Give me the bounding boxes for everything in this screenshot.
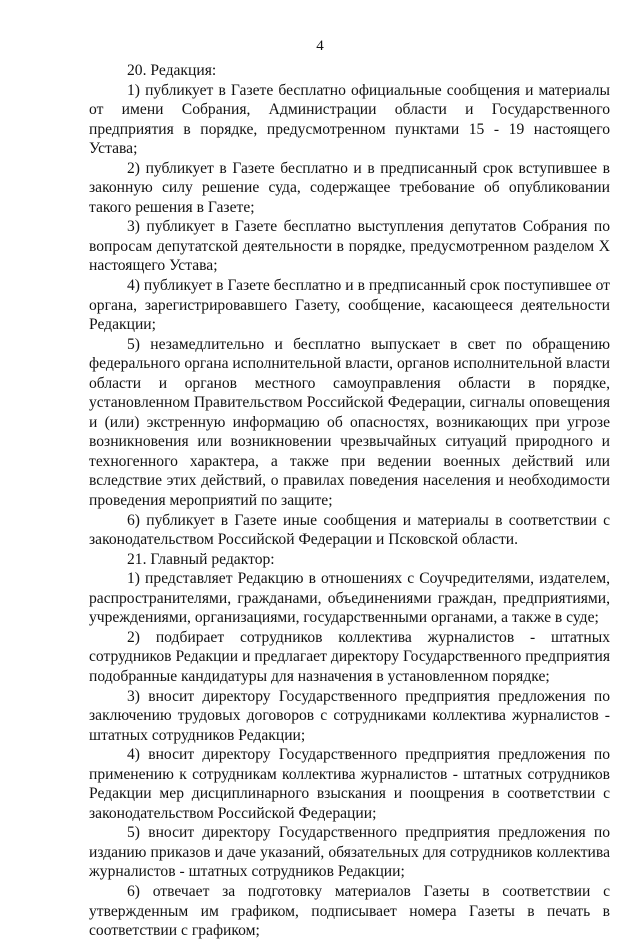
section-21-item-3: 3) вносит директору Государственного предприятия предложения по заключению трудовых договоров с сотрудниками коллектива журналистов - штатных сотрудников Редакции; xyxy=(89,687,610,744)
section-20-item-2: 2) публикует в Газете бесплатно и в предписанный срок вступившее в законную силу решение суда, содержащее требование об опубликовании такого решения в Газете; xyxy=(89,159,610,216)
document-body xyxy=(89,61,610,941)
section-20-item-3: 3) публикует в Газете бесплатно выступления депутатов Собрания по вопросам депутатской деятельности в порядке, предусмотренном разделом X настоящего Устава; xyxy=(89,218,610,275)
section-21-item-4: 4) вносит директору Государственного предприятия предложения по применению к сотрудникам коллектива журналистов - штатных сотрудников Редакции мер дисциплинарного взыскания и поощрения в соответствии с законодательством Российской Федерации; xyxy=(89,746,610,822)
section-21-item-1: 1) представляет Редакцию в отношениях с Соучредителями, издателем, распространителями, гражданами, объединениями граждан, предприятиями, учреждениями, организациями, государственными органами, а также в суде; xyxy=(89,570,610,627)
section-21-heading: 21. Главный редактор: xyxy=(127,550,275,568)
section-20-item-1: 1) публикует в Газете бесплатно официальные сообщения и материалы от имени Собрания, Администрации области и Государственного предприятия в порядке, предусмотренном пунктами 15 - 19 настоящего Устава; xyxy=(89,81,610,158)
section-20-item-6: 6) публикует в Газете иные сообщения и материалы в соответствии с законодательством Российской Федерации и Псковской области. xyxy=(89,511,610,549)
section-20-item-5: 5) незамедлительно и бесплатно выпускает в свет по обращению федерального органа исполнительной власти, органов исполнительной власти области и органов местного самоуправления области в порядке, установленном Правительством Российской Федерации, сигналы оповещения и (или) экстренную информацию об опасностях, возникающих при угрозе возникновения или возникновении чрезвычайных ситуаций природного и техногенного характера, а также при ведении военных действий или вследствие этих действий, о правилах поведения населения и необходимости проведения мероприятий по защите; xyxy=(89,335,610,510)
section-21-item-6: 6) отвечает за подготовку материалов Газеты в соответствии с утвержденным им графиком, подписывает номера Газеты в печать в соответствии с графиком; xyxy=(89,882,610,940)
section-20-heading: 20. Редакция: xyxy=(127,62,217,79)
section-21-item-5: 5) вносит директору Государственного предприятия предложения по изданию приказов и даче указаний, обязательных для сотрудников коллектива журналистов - штатных сотрудников Редакции; xyxy=(89,824,610,881)
section-20-item-4: 4) публикует в Газете бесплатно и в предписанный срок поступившее от органа, зарегистрировавшего Газету, сообщение, касающееся деятельности Редакции; xyxy=(89,277,610,334)
page-number: 4 xyxy=(316,38,324,54)
section-21-item-2: 2) подбирает сотрудников коллектива журналистов - штатных сотрудников Редакции и предлагает директору Государственного предприятия подобранные кандидатуры для назначения в установленном порядке; xyxy=(89,628,610,685)
